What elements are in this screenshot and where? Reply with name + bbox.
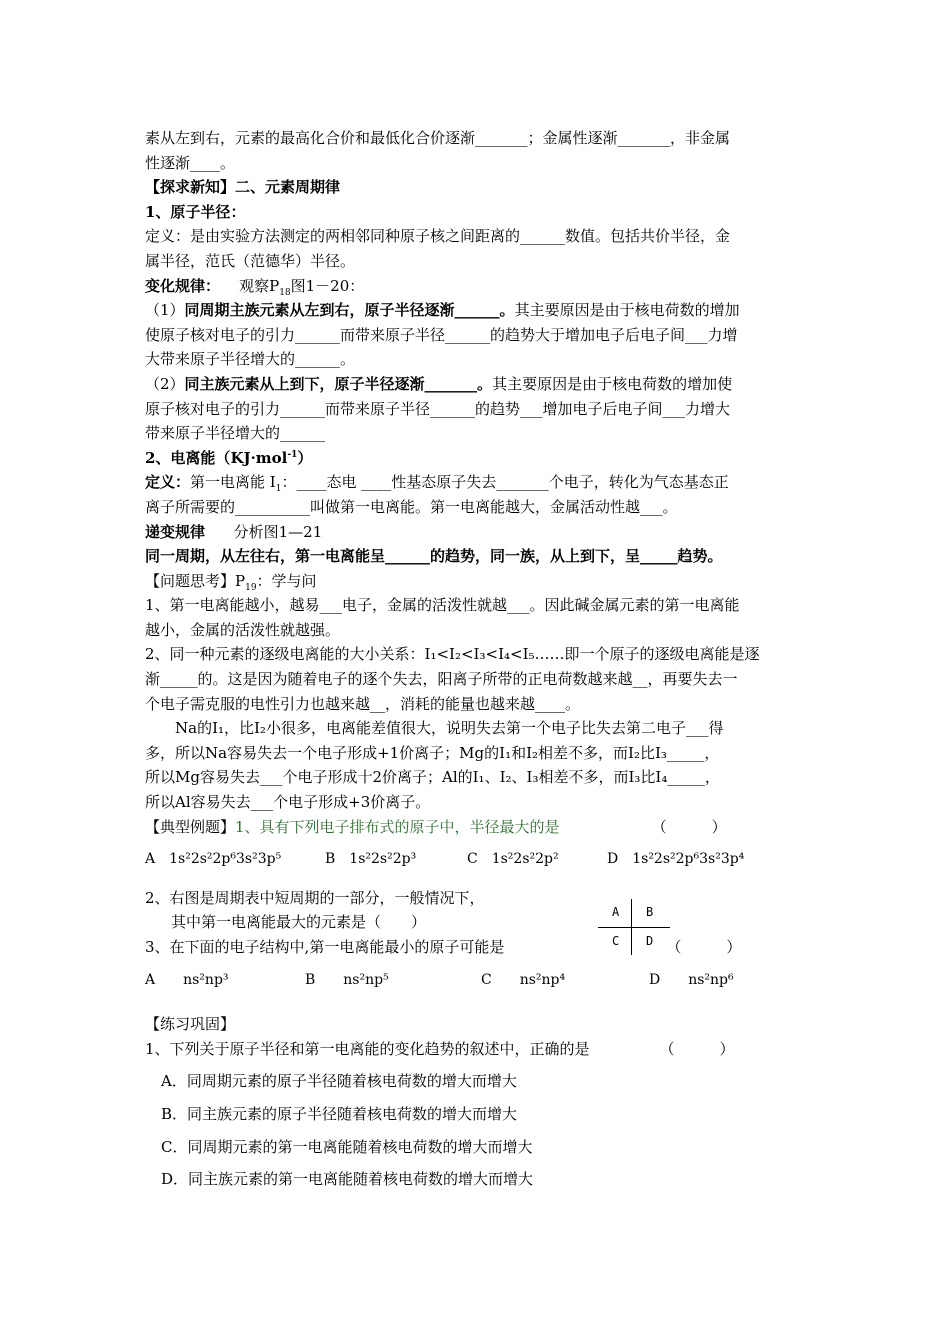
text-line: 其中第一电离能最大的元素是（ ） xyxy=(171,913,427,932)
item-number: （2） xyxy=(145,374,185,393)
cell-c: C xyxy=(612,934,620,948)
text-line: 属半径，范氏（范德华）半径。 xyxy=(145,251,356,270)
subscript: 19 xyxy=(245,582,257,593)
text-span: ：____态电 ____性基态原子失去_______个电子，转化为气态基态正 xyxy=(281,473,729,492)
question-line xyxy=(145,1037,810,1062)
text-line: 定义：是由实验方法测定的两相邻同种原子核之间距离的______数值。包括共价半径，金 xyxy=(145,227,731,246)
text-line: 原子核对电子的引力______而带来原子半径______的趋势___增加电子后电子间___力增大 xyxy=(145,399,731,418)
bold-statement: 同主族元素从上到下，原子半径逐渐_______。 xyxy=(184,374,493,393)
option-d: D ns²np⁶ xyxy=(649,971,734,988)
text-line: 素从左到右，元素的最高化合价和最低化合价逐渐_______；金属性逐渐_______，非金属 xyxy=(145,129,731,147)
item-number: （1） xyxy=(145,301,185,320)
question-text: 3、在下面的电子结构中,第一电离能最小的原子可能是 xyxy=(145,938,505,956)
label: 变化规律： xyxy=(145,276,221,295)
worksheet-page xyxy=(145,126,810,1192)
text-line: 大带来原子半径增大的______。 xyxy=(145,350,356,369)
text-line: 个电子需克服的电性引力也越来越__，消耗的能量也越来越____。 xyxy=(145,694,581,713)
option-b: B．同主族元素的原子半径随着核电荷数的增大而增大 xyxy=(161,1104,518,1123)
text-line xyxy=(145,569,810,594)
bold-statement: 同一周期，从左往右，第一电离能呈______的趋势，同一族，从上到下，呈_____趋势。 xyxy=(145,547,723,566)
label: 定义： xyxy=(145,473,191,492)
section-heading: 【探求新知】二、元素周期律 xyxy=(145,178,341,197)
ref-text: 观察P xyxy=(239,276,280,295)
text-span: 第一电离能 I xyxy=(190,473,276,492)
text-line: 渐_____的。这是因为随着电子的逐个失去，阳离子所带的正电荷数越来越__，再要失去一 xyxy=(145,670,738,689)
text-line: 所以Al容易失去___个电子形成+3价离子。 xyxy=(145,793,431,812)
text-line xyxy=(145,470,810,495)
text-span: 分析图1—21 xyxy=(233,522,323,541)
option-a: A ns²np³ xyxy=(145,971,229,988)
option-d: D 1s²2s²2p⁶3s²3p⁴ xyxy=(607,851,745,868)
text-line xyxy=(145,372,810,397)
cell-a: A xyxy=(612,905,620,919)
option-b: B 1s²2s²2p³ xyxy=(325,851,417,868)
text-span: 其主要原因是由于核电荷数的增加使 xyxy=(492,374,733,393)
text-line: 越小，金属的活泼性就越强。 xyxy=(145,620,341,639)
options-row xyxy=(145,968,810,993)
horizontal-divider xyxy=(598,927,670,928)
answer-bracket: （ ） xyxy=(666,938,742,956)
cell-b: B xyxy=(646,905,654,919)
text-span: ） xyxy=(297,448,313,467)
text-line: 多，所以Na容易失去一个电子形成+1价离子；Mg的I₁和I₂相差不多，而I₂比I₃_____， xyxy=(145,743,720,762)
answer-bracket: （ ） xyxy=(651,817,727,836)
text-line: 带来原子半径增大的______ xyxy=(145,424,326,443)
option-d: D．同主族元素的第一电离能随着核电荷数的增大而增大 xyxy=(161,1170,534,1189)
option-b: B ns²np⁵ xyxy=(305,971,389,988)
option-a: A 1s²2s²2p⁶3s²3p⁵ xyxy=(145,851,282,868)
cell-d: D xyxy=(646,934,654,948)
subscript: 1 xyxy=(275,484,282,495)
text-line: 1、第一电离能越小，越易___电子，金属的活泼性就越___。因此碱金属元素的第一电离能 xyxy=(145,596,740,615)
text-span: 其主要原因是由于核电荷数的增加 xyxy=(514,301,740,320)
text-line: 使原子核对电子的引力______而带来原子半径______的趋势大于增加电子后电子间___力增 xyxy=(145,325,738,344)
question-line xyxy=(145,935,810,960)
text-line xyxy=(145,520,810,545)
text-line: 所以Mg容易失去___个电子形成十2价离子；Al的I₁、I₂、I₃相差不多，而I₃比I₄_____， xyxy=(145,768,720,787)
option-a: A．同周期元素的原子半径随着核电荷数的增大而增大 xyxy=(161,1072,517,1091)
label: 递变规律 xyxy=(145,522,206,541)
option-c: C 1s²2s²2p² xyxy=(467,851,559,868)
option-c: C．同周期元素的第一电离能随着核电荷数的增大而增大 xyxy=(161,1137,533,1156)
option-c: C ns²np⁴ xyxy=(481,971,566,988)
subsection-heading: 1、原子半径： xyxy=(145,202,246,221)
text-line: 离子所需要的__________叫做第一电离能。第一电离能越大，金属活动性越___。 xyxy=(145,497,678,516)
ref-text: 图1－20： xyxy=(290,276,365,295)
options-row xyxy=(145,847,810,872)
question-line xyxy=(145,815,810,840)
subsection-heading xyxy=(145,446,810,471)
label: 【典型例题】 xyxy=(145,817,236,836)
text-span: ：学与问 xyxy=(256,571,317,590)
answer-bracket: （ ） xyxy=(659,1039,735,1058)
question-text: 1、具有下列电子排布式的原子中，半径最大的是 xyxy=(235,817,560,836)
text-line xyxy=(145,274,810,299)
vertical-divider xyxy=(631,899,632,955)
text-line: Na的I₁，比I₂小很多，电离能差值很大，说明失去第一个电子比失去第二电子___得 xyxy=(175,719,724,738)
question-text: 1、下列关于原子半径和第一电离能的变化趋势的叙述中，正确的是 xyxy=(145,1039,590,1058)
text-line xyxy=(145,298,810,323)
text-span: 【问题思考】P xyxy=(145,571,246,590)
subscript: 18 xyxy=(279,287,291,298)
text-line: 2、右图是周期表中短周期的一部分，一般情况下， xyxy=(145,888,485,907)
text-line: 性逐渐____。 xyxy=(145,153,236,172)
periodic-table-fragment xyxy=(598,899,670,955)
bold-statement: 同周期主族元素从左到右，原子半径逐渐______。 xyxy=(184,301,515,320)
section-heading: 【练习巩固】 xyxy=(145,1015,236,1034)
text-span: 2、电离能（KJ·mol xyxy=(145,448,288,467)
superscript: -1 xyxy=(287,449,298,460)
text-line: 2、同一种元素的逐级电离能的大小关系：I₁<I₂<I₃<I₄<I₅……即一个原子的逐级电离能是逐 xyxy=(145,645,760,664)
